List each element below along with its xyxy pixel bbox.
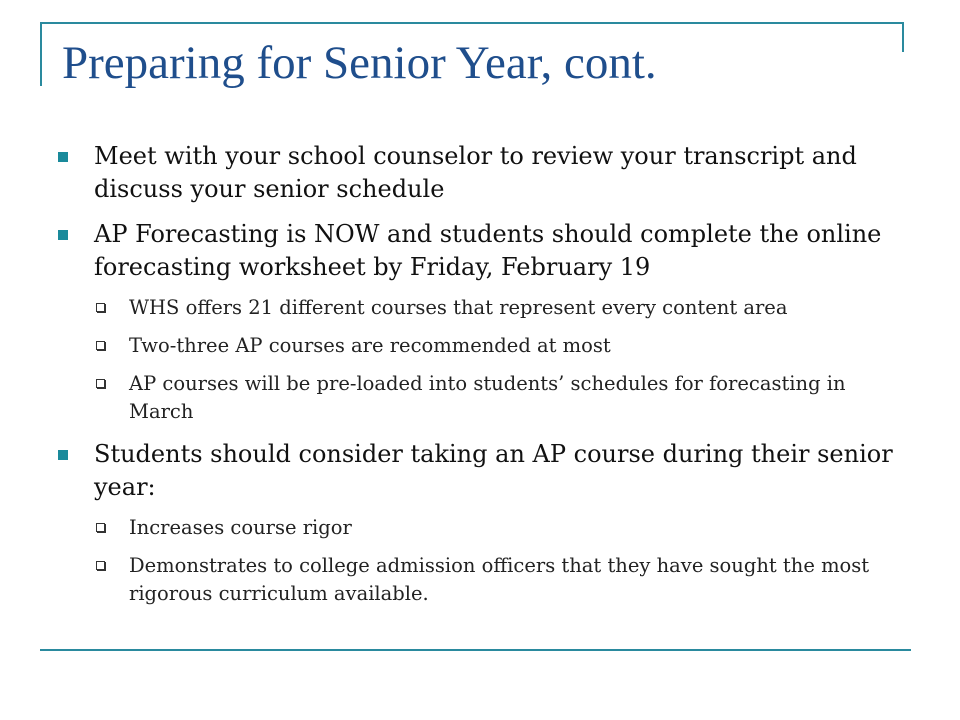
sub-bullet-item <box>94 552 908 608</box>
sub-bullet-text: Two-three AP courses are recommended at most <box>129 334 611 357</box>
slide-title: Preparing for Senior Year, cont. <box>62 37 657 89</box>
square-bullet-icon <box>58 230 68 240</box>
sub-bullet-text: WHS offers 21 different courses that represent every content area <box>129 296 788 319</box>
bullet-item <box>58 140 908 206</box>
frame-right-line <box>902 22 904 52</box>
frame-bottom-line <box>40 649 911 651</box>
bullet-text: AP Forecasting is NOW and students should complete the online forecasting worksheet by Friday, February 19 <box>94 220 882 281</box>
bullet-text: Meet with your school counselor to review your transcript and discuss your senior schedule <box>94 142 857 203</box>
bullet-item <box>58 218 908 426</box>
checkbox-bullet-icon <box>96 341 105 350</box>
bullet-text: Students should consider taking an AP course during their senior year: <box>94 440 893 501</box>
sub-bullet-item <box>94 514 908 542</box>
frame-top-line <box>40 22 904 24</box>
sub-bullet-text: Increases course rigor <box>129 516 352 539</box>
checkbox-bullet-icon <box>96 379 105 388</box>
sub-bullet-item <box>94 370 908 426</box>
checkbox-bullet-icon <box>96 561 105 570</box>
square-bullet-icon <box>58 450 68 460</box>
frame-left-line <box>40 22 42 86</box>
square-bullet-icon <box>58 152 68 162</box>
sub-bullet-text: AP courses will be pre-loaded into students’ schedules for forecasting in March <box>129 372 846 423</box>
sub-bullet-item <box>94 294 908 322</box>
bullet-list <box>58 140 908 608</box>
sub-bullet-item <box>94 332 908 360</box>
sub-bullet-list <box>94 514 908 608</box>
sub-bullet-list <box>94 294 908 426</box>
checkbox-bullet-icon <box>96 303 105 312</box>
bullet-item <box>58 438 908 608</box>
slide-content <box>58 140 908 620</box>
checkbox-bullet-icon <box>96 523 105 532</box>
sub-bullet-text: Demonstrates to college admission officers that they have sought the most rigorous curriculum available. <box>129 554 870 605</box>
